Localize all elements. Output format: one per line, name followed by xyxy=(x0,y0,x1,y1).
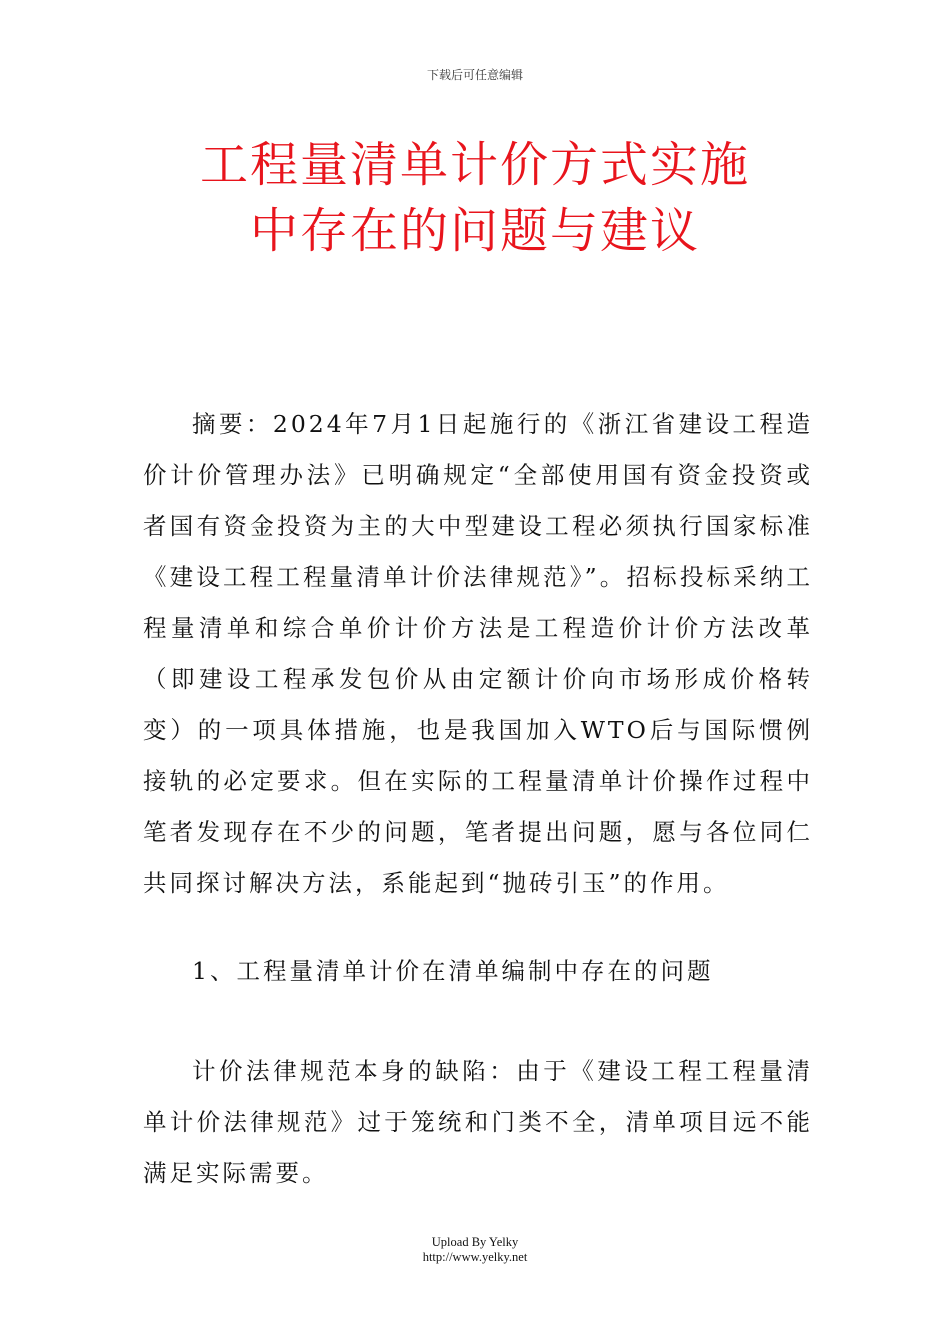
header-note: 下载后可任意编辑 xyxy=(426,68,523,82)
footer xyxy=(0,1235,950,1265)
title-line-1: 工程量清单计价方式实施 xyxy=(199,137,750,193)
title-line-2: 中存在的问题与建议 xyxy=(249,203,700,259)
section-heading: 1、工程量清单计价在清单编制中存在的问题 xyxy=(192,957,714,985)
document-title xyxy=(60,132,890,264)
footer-url: http://www.yelky.net xyxy=(422,1250,528,1264)
abstract-paragraph: 摘要：2024年7月1日起施行的《浙江省建设工程造价计价管理办法》已明确规定“全部使用国有资金投资或者国有资金投资为主的大中型建设工程必须执行国家标准《建设工程工程量清单计价法律规范》”。招标投标采纳工程量清单和综合单价计价方法是工程造价计价方法改革（即建设工程承发包价从由定额计价向市场形成价格转变）的一项具体措施，也是我国加入WTO后与国际惯例接轨的必定要求。但在实际的工程量清单计价操作过程中笔者发现存在不少的问题，笔者提出问题，愿与各位同仁共同探讨解决方法，系能起到“抛砖引玉”的作用。 xyxy=(143,410,813,897)
section-body-paragraph: 计价法律规范本身的缺陷：由于《建设工程工程量清单计价法律规范》过于笼统和门类不全，清单项目远不能满足实际需要。 xyxy=(143,1057,813,1187)
footer-upload-credit: Upload By Yelky xyxy=(431,1235,519,1249)
